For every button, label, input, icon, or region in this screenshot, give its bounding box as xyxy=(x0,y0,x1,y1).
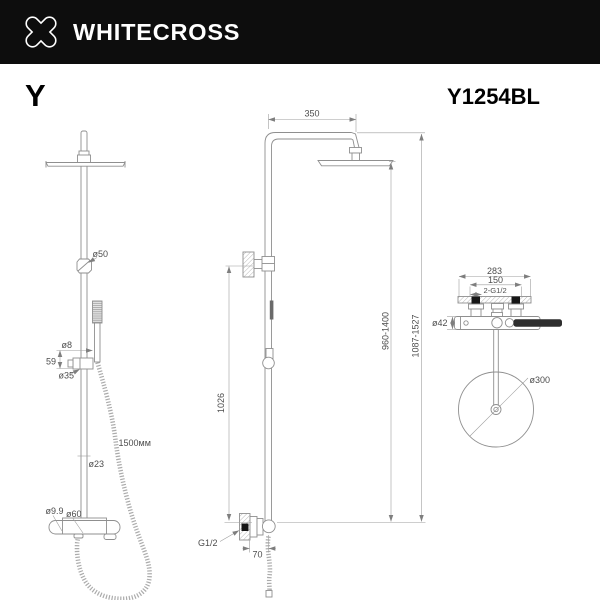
dim-bracket-dia: ø35 xyxy=(58,370,75,381)
holder-knob xyxy=(263,357,275,369)
dim-height-to-head: 960-1400 xyxy=(380,311,391,351)
dim-bracket-offset: 59 xyxy=(45,356,56,367)
series-title: Y xyxy=(25,78,46,113)
brand-name: WHITECROSS xyxy=(73,18,241,45)
brand-logo xyxy=(20,11,62,53)
dim-lever-dia: ø9.9 xyxy=(45,506,64,516)
header-bar xyxy=(0,0,600,64)
head-stem xyxy=(81,131,87,152)
dim-inlet-threads: 2-G1/2 xyxy=(483,286,507,295)
dim-height-total: 1087-1527 xyxy=(410,314,421,358)
dim-inlet-spacing: 150 xyxy=(487,275,504,285)
shower-pole xyxy=(81,166,87,521)
dim-wall-to-pole: 70 xyxy=(252,549,263,560)
diverter-knob xyxy=(262,520,275,533)
dim-arm-length: 350 xyxy=(304,108,320,119)
dim-pole-connector-dia: ø50 xyxy=(92,249,109,259)
rain-head-side xyxy=(46,163,125,167)
dim-mixer-dia: ø60 xyxy=(66,509,82,519)
dim-pole-dia: ø23 xyxy=(88,459,105,469)
handshower-head xyxy=(93,301,103,323)
dim-pole-height: 1026 xyxy=(216,392,226,414)
x-cross-icon xyxy=(25,16,58,49)
model-number: Y1254BL xyxy=(447,84,540,109)
mixer-handle xyxy=(514,319,563,326)
dim-body-dia: ø42 xyxy=(431,318,448,328)
handshower-handle xyxy=(95,323,101,362)
wall-bracket xyxy=(243,252,254,277)
top-view-drawing xyxy=(432,266,562,447)
dim-overall-width: 283 xyxy=(486,266,503,276)
dim-head-dia: ø300 xyxy=(529,375,551,385)
inlet-connection xyxy=(242,524,249,532)
side-view-drawing xyxy=(46,131,151,599)
wall-plate xyxy=(458,297,531,304)
handshower-bracket xyxy=(73,358,93,369)
dim-inlet-thread: G1/2 xyxy=(198,538,218,548)
front-view-drawing xyxy=(198,109,426,598)
inlet-right xyxy=(512,297,521,305)
inlet-left xyxy=(472,297,481,305)
rain-head-front xyxy=(318,161,393,166)
dim-hose-length: 1500мм xyxy=(118,438,151,448)
dim-handle-dia: ø8 xyxy=(61,340,73,350)
shower-hose xyxy=(77,363,150,599)
handshower-front xyxy=(270,301,274,320)
